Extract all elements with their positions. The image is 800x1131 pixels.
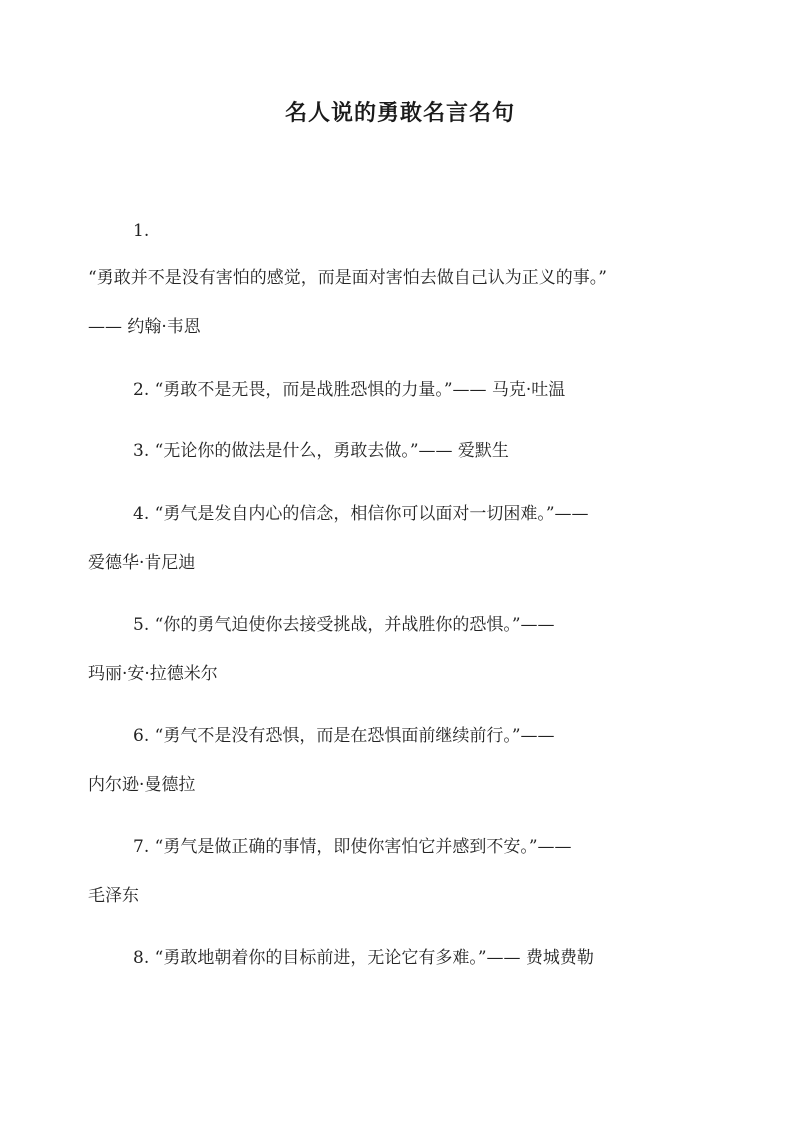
quote-4-text: 4. “勇气是发自内心的信念，相信你可以面对一切困难。”——	[133, 504, 589, 524]
quote-1-number: 1.	[133, 221, 150, 241]
quote-3-text: 3. “无论你的做法是什么，勇敢去做。”—— 爱默生	[133, 441, 509, 461]
quote-5-text: 5. “你的勇气迫使你去接受挑战，并战胜你的恐惧。”——	[133, 615, 555, 635]
quote-1-text: “勇敢并不是没有害怕的感觉，而是面对害怕去做自己认为正义的事。”	[88, 268, 607, 288]
quote-6-author: 内尔逊·曼德拉	[88, 775, 196, 795]
quote-1-author: —— 约翰·韦恩	[88, 317, 201, 337]
quote-7-author: 毛泽东	[88, 886, 139, 906]
quote-5-author: 玛丽·安·拉德米尔	[88, 664, 218, 684]
quote-7-text: 7. “勇气是做正确的事情，即使你害怕它并感到不安。”——	[133, 837, 572, 857]
quote-8-text: 8. “勇敢地朝着你的目标前进，无论它有多难。”—— 费城费勒	[133, 948, 594, 968]
page-title: 名人说的勇敢名言名句	[284, 100, 515, 126]
quote-4-author: 爱德华·肯尼迪	[88, 553, 196, 573]
quote-6-text: 6. “勇气不是没有恐惧，而是在恐惧面前继续前行。”——	[133, 726, 555, 746]
quote-2-text: 2. “勇敢不是无畏，而是战胜恐惧的力量。”—— 马克·吐温	[133, 380, 566, 400]
